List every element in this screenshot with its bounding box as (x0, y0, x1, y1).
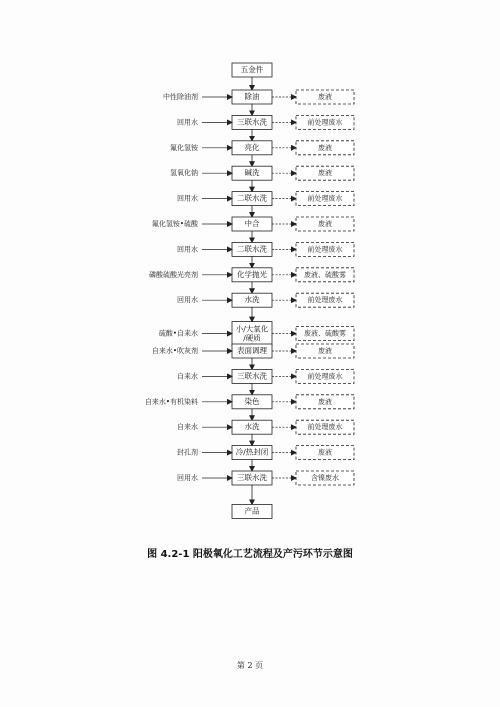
waste-label: 废液 (318, 448, 332, 457)
input-material-label: 封孔剂 (177, 448, 198, 457)
waste-label: 前处理废水 (307, 194, 343, 203)
input-material-label: 自来水 (177, 423, 198, 432)
waste-label: 前处理废水 (307, 245, 343, 254)
input-material-label: 自来水•有机染料 (144, 397, 198, 406)
figure-caption: 图 4.2-1 阳极氧化工艺流程及产污环节示意图 (147, 549, 353, 560)
waste-label: 前处理废水 (307, 118, 343, 127)
process-step-label: 除油 (244, 92, 260, 101)
process-step-label: 碱洗 (244, 168, 260, 178)
waste-label: 前处理废水 (307, 296, 343, 305)
process-step-label: 三联水洗 (237, 371, 267, 381)
waste-label: 废液 (318, 397, 332, 406)
process-step-label: 水洗 (244, 295, 260, 305)
waste-label: 含镍废水 (311, 474, 339, 482)
waste-label: 废液 (318, 143, 332, 152)
waste-label: 废液 (318, 93, 332, 101)
process-step-label: 二联水洗 (237, 193, 267, 203)
input-material-label: 磷酸硫酸光亮剂 (149, 270, 198, 279)
input-material-label: 自来水•吹灰剂 (151, 347, 198, 355)
input-material-label: 氟化氢铵 (170, 143, 198, 152)
input-material-label: 中性除油剂 (163, 93, 198, 101)
process-step-label: 三联水洗 (237, 117, 267, 127)
process-step-label: 水洗 (244, 422, 260, 432)
input-material-label: 回用水 (177, 474, 198, 482)
input-material-label: 自来水 (177, 372, 198, 381)
input-material-label: 回用水 (177, 245, 198, 254)
waste-label: 废液、硫酸雾 (304, 329, 346, 338)
start-box-label: 五金件 (240, 65, 264, 74)
waste-label: 废液 (318, 347, 332, 355)
process-step-label: 中合 (244, 219, 260, 228)
waste-label: 前处理废水 (307, 372, 343, 381)
waste-label: 废液、硫酸雾 (304, 270, 346, 279)
waste-label: 前处理废水 (307, 423, 343, 432)
input-material-label: 回用水 (177, 118, 198, 127)
process-step-label: /硬质 (243, 333, 261, 343)
process-step-label: 染色 (244, 396, 260, 406)
process-step-label: 亮化 (244, 142, 260, 152)
process-step-label: 三联水洗 (237, 473, 267, 482)
process-step-label: 冷/热封闭 (235, 447, 269, 457)
waste-label: 废液 (318, 220, 332, 228)
process-step-label: 化学抛光 (237, 269, 267, 279)
input-material-label: 氟化氢铵•硫酸 (151, 220, 198, 228)
process-step-label: 表面调理 (237, 346, 267, 355)
process-step-label: 二联水洗 (237, 244, 267, 254)
end-box-label: 产品 (244, 506, 260, 516)
input-material-label: 回用水 (177, 296, 198, 305)
process-step-label: 小/大氧化 (235, 324, 269, 334)
waste-label: 废液 (318, 169, 332, 178)
input-material-label: 氢氧化钠 (170, 169, 198, 178)
page-number: 第 2 页 (236, 661, 264, 670)
input-material-label: 回用水 (177, 194, 198, 203)
input-material-label: 硫酸•自来水 (158, 329, 198, 338)
